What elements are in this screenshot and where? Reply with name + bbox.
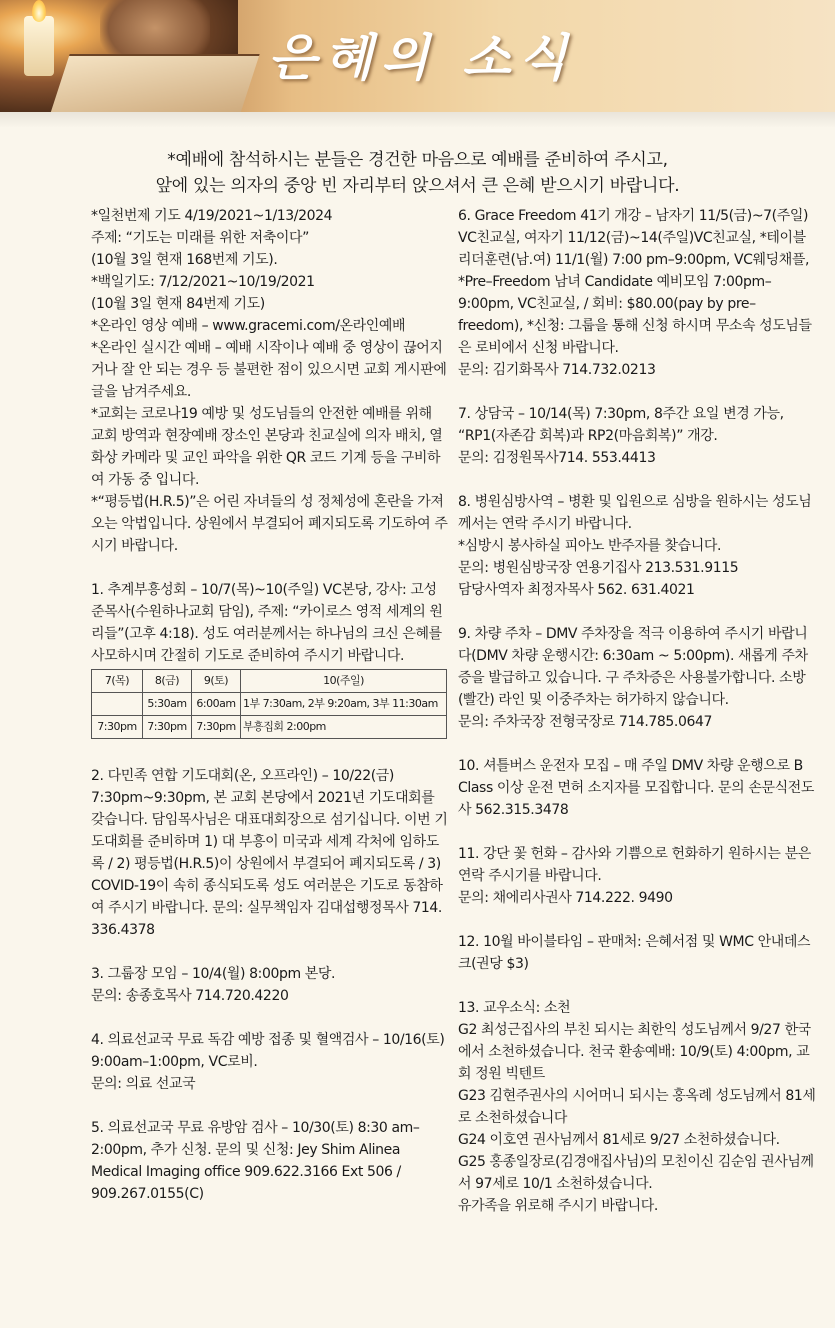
table-cell: 부흥집회 2:00pm — [241, 716, 447, 739]
revival-schedule-table — [91, 669, 447, 739]
table-cell: 7:30pm — [143, 716, 192, 739]
table-cell: 5:30am — [143, 693, 192, 716]
item-altar-flowers: 11. 강단 꽃 헌화 – 감사와 기쁨으로 헌화하기 원하시는 분은 연락 주시기를 바랍니다. 문의: 채에리사권사 714.222. 9490 — [458, 846, 811, 906]
table-header: 7(목) — [92, 670, 143, 693]
item-breast-cancer-screening: 5. 의료선교국 무료 유방암 검사 – 10/30(토) 8:30 am–2:00pm, 추가 신청. 문의 및 신청: Jey Shim Alinea Medical Imaging office 909.622.3166 Ext 506 / 909.267.0155(C) — [91, 1120, 420, 1202]
table-header: 9(토) — [192, 670, 241, 693]
table-cell — [92, 693, 143, 716]
item-parking: 9. 차량 주차 – DMV 주차장을 적극 이용하여 주시기 바랍니다(DMV 차량 운행시간: 6:30am ~ 5:00pm). 새롭게 주차증을 발급하고 있습니다. 구 주차증은 사용불가합니다. 소방(빨간) 라인 및 이중주차는 허가하지 않습니다. 문의: 주차국장 전형국장로 714.785.0647 — [458, 626, 808, 730]
table-cell: 6:00am — [192, 693, 241, 716]
item-counseling: 7. 상담국 – 10/14(목) 7:30pm, 8주간 요일 변경 가능, “RP1(자존감 회복)과 RP2(마음회복)” 개강. 문의: 김정원목사714. 553.4413 — [458, 406, 784, 466]
equality-act-notice: *“평등법(H.R.5)”은 어린 자녀들의 성 정체성에 혼란을 가져오는 악법입니다. 상원에서 부결되어 폐지되도록 기도하여 주시기 바랍니다. — [91, 494, 448, 554]
item-member-news: 13. 교우소식: 소천 G2 최성근집사의 부친 되시는 최한익 성도님께서 9/27 한국에서 소천하셨습니다. 천국 환송예배: 10/9(토) 4:00pm, 교회 정원 빅텐트 G23 김현주권사의 시어머니 되시는 홍옥례 성도님께서 81세로 소천하셨습니다 G24 이호연 권사님께서 81세로 9/27 소천하셨습니다. G25 홍종일장로(김경애집사님)의 모친이신 김순임 권사님께서 97세로 10/1 소천하셨습니다. 유가족을 위로해 주시기 바랍니다. — [458, 1000, 816, 1214]
item-hospital-visit: 8. 병원심방사역 – 병환 및 입원으로 심방을 원하시는 성도님께서는 연락 주시기 바랍니다. *심방시 봉사하실 피아노 반주자를 찾습니다. 문의: 병원심방국장 연용기집사 213.531.9115 담당사역자 최정자목사 562. 631.4021 — [458, 494, 812, 598]
table-cell: 7:30pm — [92, 716, 143, 739]
flame-icon — [32, 0, 46, 22]
item-shuttle-driver: 10. 셔틀버스 운전자 모집 – 매 주일 DMV 차량 운행으로 B Class 이상 운전 면허 소지자를 모집합니다. 문의 손문식전도사 562.315.3478 — [458, 758, 814, 818]
bible-image — [46, 54, 259, 112]
item-revival: 1. 추계부흥성회 – 10/7(목)~10(주일) VC본당, 강사: 고성준목사(수원하나교회 담임), 주제: “카이로스 영적 세계의 원리들”(고후 4:18). 성도 여러분께서는 하나님의 크신 은혜를 사모하시며 간절히 기도로 준비하여 주시기 바랍니다. — [91, 582, 443, 664]
item-group-leader-meeting: 3. 그룹장 모임 – 10/4(월) 8:00pm 본당. 문의: 송종호목사 714.720.4220 — [91, 966, 336, 1004]
item-prayer-conference: 2. 다민족 연합 기도대회(온, 오프라인) – 10/22(금) 7:30pm~9:30pm, 본 교회 본당에서 2021년 기도대회를 갖습니다. 담임목사님은 대표대회장으로 섬기십니다. 이번 기도대회를 준비하며 1) 대 부흥이 미국과 세계 각처에 임하도록 / 2) 평등법(H.R.5)이 상원에서 부결되어 폐지되도록 / 3) COVID-19이 속히 종식되도록 성도 여러분은 기도로 동참하여 주시기 바랍니다. 문의: 실무책임자 김대섭행정목사 714. 336.4378 — [91, 768, 448, 938]
table-row — [92, 716, 447, 739]
intro-notice — [0, 147, 835, 199]
table-cell: 7:30pm — [192, 716, 241, 739]
table-row — [92, 693, 447, 716]
header-divider — [0, 112, 835, 128]
right-column — [458, 205, 820, 1217]
table-header: 8(금) — [143, 670, 192, 693]
left-column — [91, 205, 448, 1205]
table-cell: 1부 7:30am, 2부 9:20am, 3부 11:30am — [241, 693, 447, 716]
item-grace-freedom: 6. Grace Freedom 41기 개강 – 남자기 11/5(금)~7(주일) VC친교실, 여자기 11/12(금)~14(주일)VC친교실, *테이블 리더훈련(남.여) 11/1(월) 7:00 pm–9:00pm, VC웨딩채플, *Pre–Freedom 남녀 Candidate 예비모임 7:00pm–9:00pm, VC친교실, / 회비: $80.00(pay by pre–freedom), *신청: 그룹을 통해 신청 하시며 무소속 성도님들은 로비에서 신청 바랍니다. 문의: 김기화목사 714.732.0213 — [458, 208, 812, 378]
header-banner — [0, 0, 835, 112]
online-worship: *온라인 영상 예배 – www.gracemi.com/온라인예배 — [91, 318, 406, 334]
candle-icon — [24, 16, 54, 76]
hundred-day-prayer: *백일기도: 7/12/2021~10/19/2021 (10월 3일 현재 84번제 기도) — [91, 274, 315, 312]
live-worship-notice: *온라인 실시간 예배 – 예배 시작이나 예배 중 영상이 끊어지거나 잘 안 되는 경우 등 불편한 점이 있으시면 교회 게시판에 글을 남겨주세요. — [91, 340, 447, 400]
intro-line-2: 앞에 있는 의자의 중앙 빈 자리부터 앉으셔서 큰 은혜 받으시기 바랍니다. — [155, 176, 680, 196]
page-title: 은혜의 소식 — [268, 28, 575, 87]
item-flu-vaccine: 4. 의료선교국 무료 독감 예방 접종 및 혈액검사 – 10/16(토) 9:00am–1:00pm, VC로비. 문의: 의료 선교국 — [91, 1032, 445, 1092]
candle-bible-photo — [0, 0, 238, 112]
prayer-notice: *일천번제 기도 4/19/2021~1/13/2024 주제: “기도는 미래를 위한 저축이다” (10월 3일 현재 168번제 기도). — [91, 208, 333, 268]
table-row — [92, 670, 447, 693]
table-header: 10(주일) — [241, 670, 447, 693]
covid-notice: *교회는 코로나19 예방 및 성도님들의 안전한 예배를 위해 교회 방역과 현장예배 장소인 본당과 친교실에 의자 배치, 열 화상 카메라 및 교인 파악을 위한 QR 코드 기계 등을 구비하여 가동 중 입니다. — [91, 406, 443, 488]
item-bible-time: 12. 10월 바이블타임 – 판매처: 은혜서점 및 WMC 안내데스크(권당 $3) — [458, 934, 811, 972]
intro-line-1: *예배에 참석하시는 분들은 경건한 마음으로 예배를 준비하여 주시고, — [167, 150, 668, 170]
